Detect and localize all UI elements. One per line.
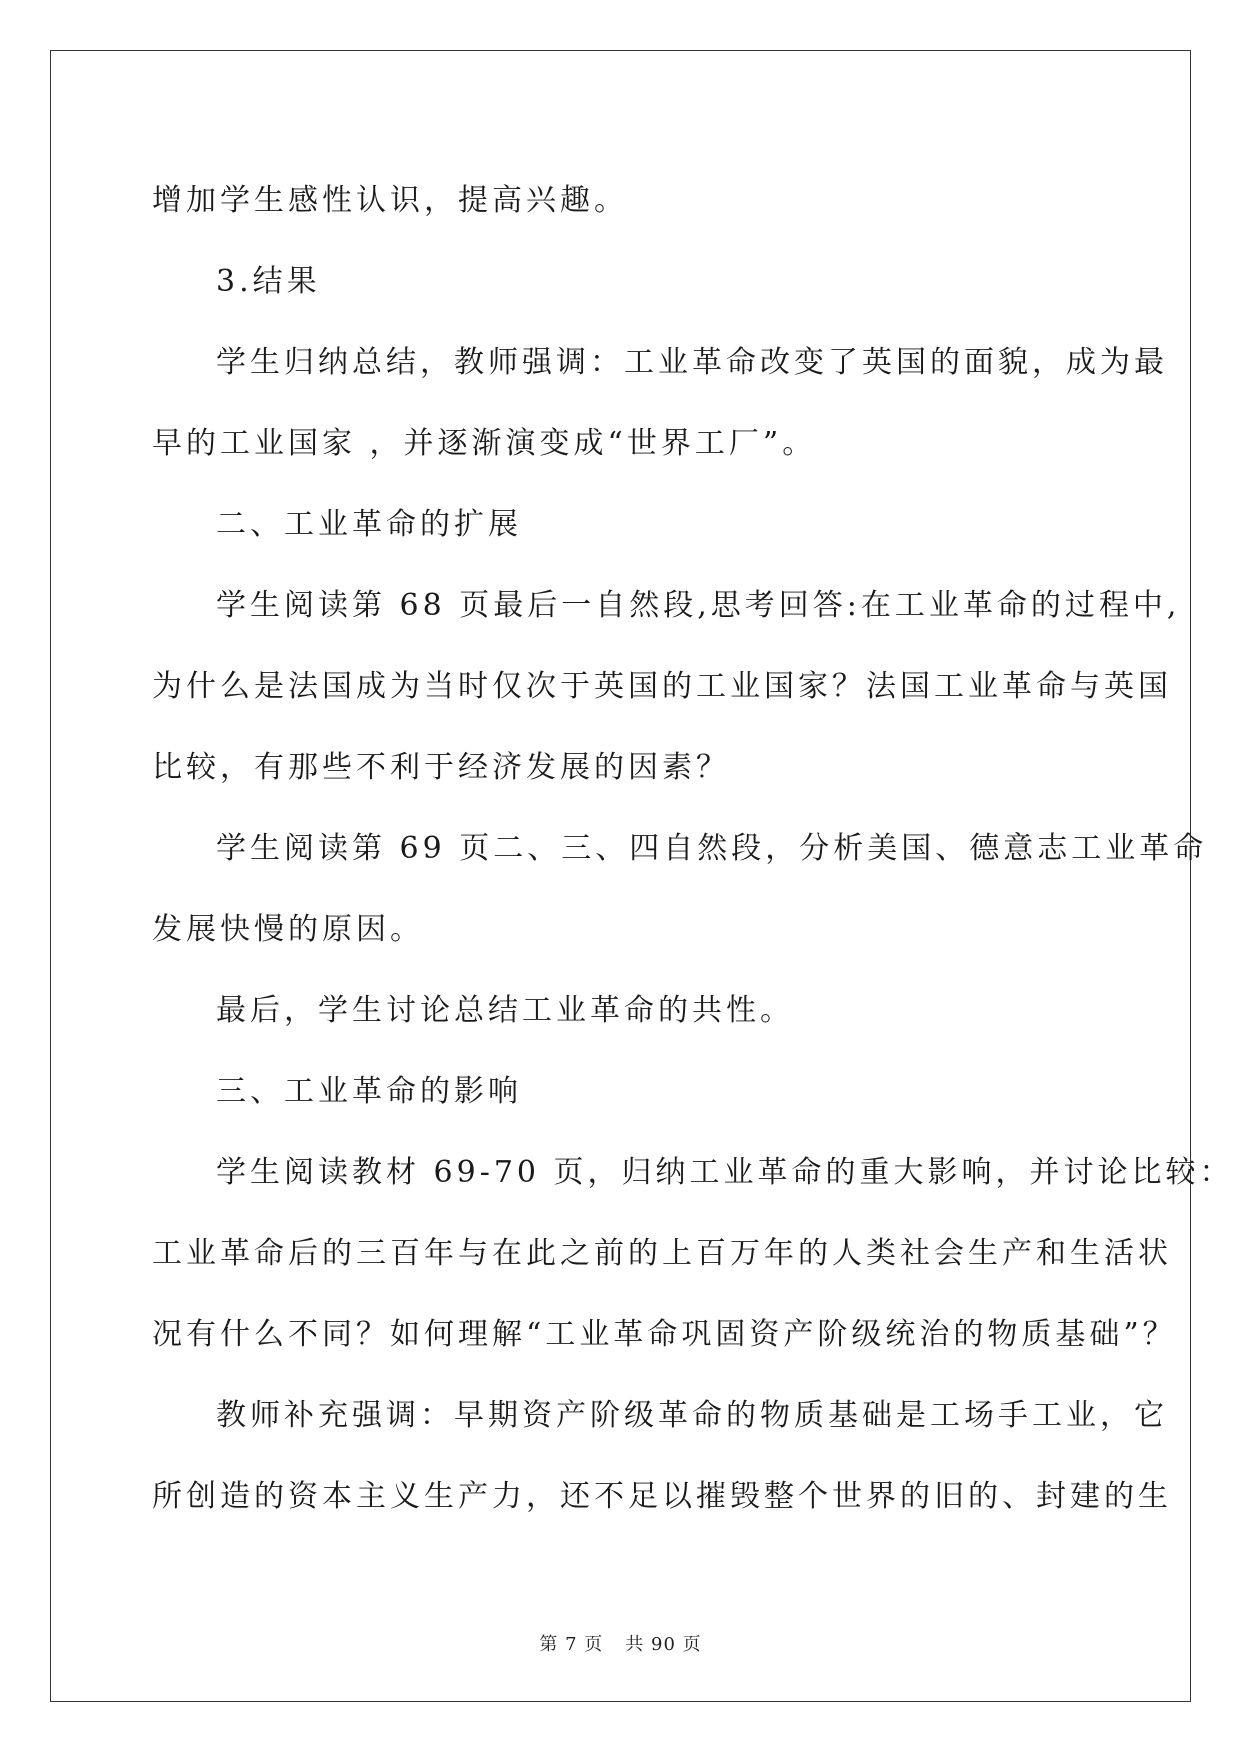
page-number: 第 7 页 [539, 1634, 604, 1655]
section-heading-expansion: 二、工业革命的扩展 [216, 507, 522, 542]
body-line-17: 所创造的资本主义生产力，还不足以摧毁整个世界的旧的、封建的生 [152, 1479, 1172, 1514]
body-line-15: 况有什么不同？如何理解“工业革命巩固资产阶级统治的物质基础”？ [152, 1317, 1177, 1352]
body-line-14: 工业革命后的三百年与在此之前的上百万年的人类社会生产和生活状 [152, 1236, 1172, 1271]
body-line-13: 学生阅读教材 69-70 页，归纳工业革命的重大影响，并讨论比较： [216, 1155, 1234, 1190]
body-line-4: 早的工业国家 ，并逐渐演变成“世界工厂”。 [152, 426, 817, 461]
page-footer [0, 1630, 1241, 1656]
body-line-8: 比较，有那些不利于经济发展的因素？ [152, 750, 730, 785]
body-line-11: 最后，学生讨论总结工业革命的共性。 [216, 993, 794, 1028]
page-total: 共 90 页 [625, 1634, 702, 1655]
body-line-9: 学生阅读第 69 页二、三、四自然段，分析美国、德意志工业革命 [216, 831, 1208, 866]
section-heading-influence: 三、工业革命的影响 [216, 1074, 522, 1109]
body-line-3: 学生归纳总结，教师强调：工业革命改变了英国的面貌，成为最 [216, 345, 1168, 380]
body-line-16: 教师补充强调：早期资产阶级革命的物质基础是工场手工业，它 [216, 1398, 1168, 1433]
body-line-7: 为什么是法国成为当时仅次于英国的工业国家？法国工业革命与英国 [152, 669, 1172, 704]
body-line-6: 学生阅读第 68 页最后一自然段,思考回答:在工业革命的过程中, [216, 588, 1181, 623]
document-body [152, 160, 1234, 1537]
body-line-2: 3.结果 [216, 264, 321, 299]
body-line-1: 增加学生感性认识，提高兴趣。 [152, 183, 628, 218]
body-line-10: 发展快慢的原因。 [152, 912, 424, 947]
